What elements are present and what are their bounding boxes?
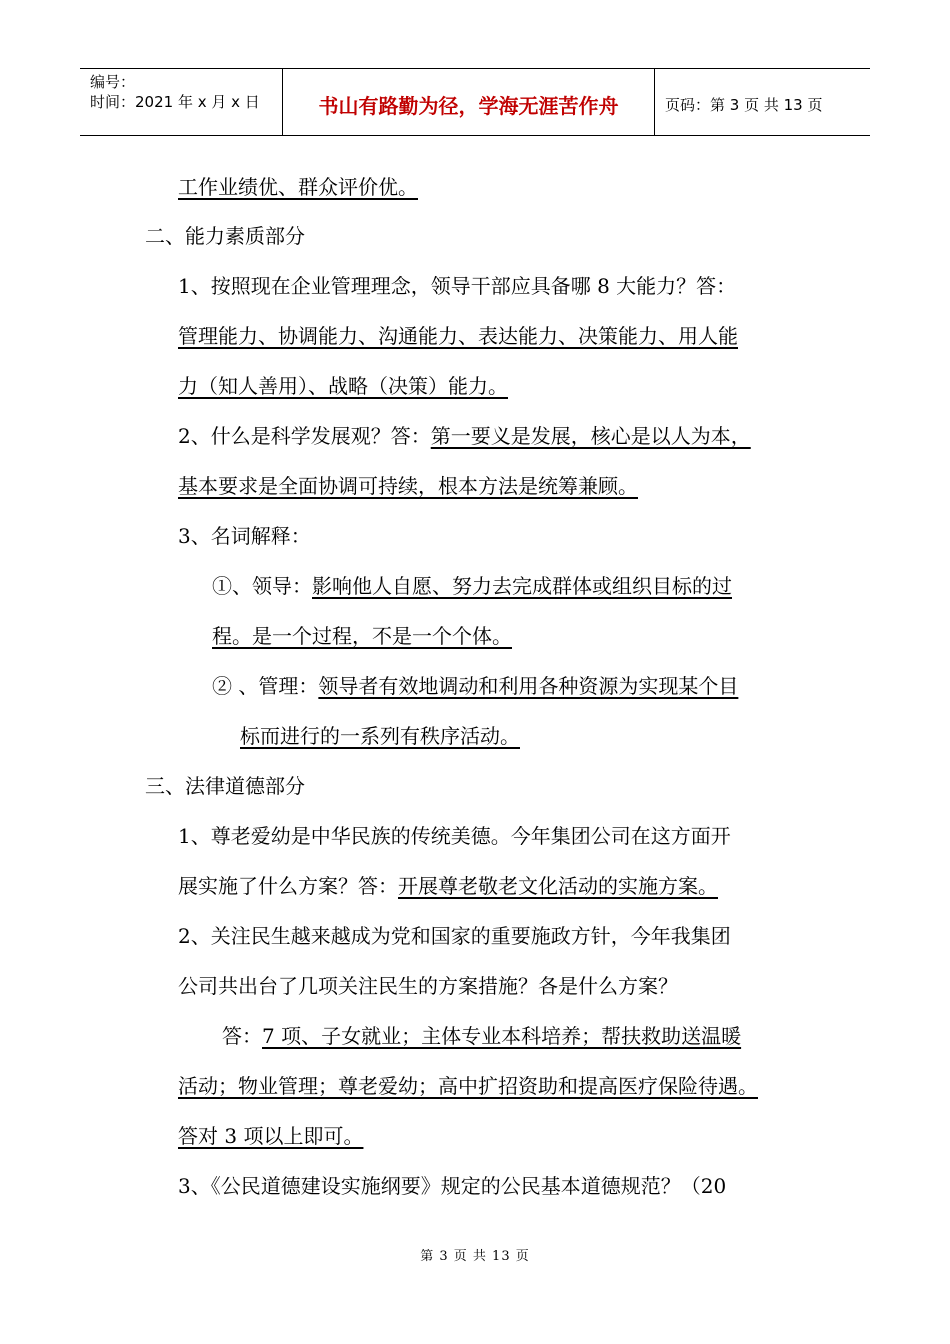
answer-line: 答对 3 项以上即可。 — [178, 1124, 364, 1148]
answer-text: 第一要义是发展，核心是以人为本， — [430, 424, 751, 448]
question-3: 3、名词解释： — [178, 524, 311, 548]
body-line: 工作业绩优、群众评价优。 — [178, 175, 418, 199]
paragraph-line — [178, 873, 718, 899]
answer-line: 活动；物业管理；尊老爱幼；高中扩招资助和提高医疗保险待遇。 — [178, 1074, 758, 1098]
definition-leadership — [212, 573, 732, 599]
paragraph-line: 公司共出台了几项关注民生的方案措施？各是什么方案？ — [178, 974, 678, 998]
paragraph-line: 3、《公民道德建设实施纲要》规定的公民基本道德规范？（20 — [178, 1174, 727, 1198]
definition-line: 标而进行的一系列有秩序活动。 — [240, 724, 520, 748]
question-text: 展实施了什么方案？答： — [178, 874, 398, 898]
question-2 — [178, 423, 751, 449]
answer-label: 答： — [222, 1024, 262, 1048]
paragraph-line: 1、尊老爱幼是中华民族的传统美德。今年集团公司在这方面开 — [178, 824, 731, 848]
section-heading-law: 三、法律道德部分 — [145, 774, 305, 798]
answer-line: 力（知人善用）、战略（决策）能力。 — [178, 374, 508, 398]
header-page-number: 页码：第 3 页 共 13 页 — [665, 95, 823, 114]
header-meta — [80, 69, 283, 135]
page-header — [80, 68, 870, 136]
answer-text: 开展尊老敬老文化活动的实施方案。 — [398, 874, 718, 898]
document-number-label: 编号： — [90, 73, 136, 91]
paragraph-line: 2、关注民生越来越成为党和国家的重要施政方针，今年我集团 — [178, 924, 731, 948]
header-motto: 书山有路勤为径，学海无涯苦作舟 — [283, 69, 655, 135]
page-footer: 第 3 页 共 13 页 — [420, 1249, 530, 1264]
definition-line: 程。是一个过程，不是一个个体。 — [212, 624, 512, 648]
answer-text: 7 项、子女就业；主体专业本科培养；帮扶救助送温暖 — [262, 1024, 742, 1048]
question-1: 1、按照现在企业管理理念，领导干部应具备哪 8 大能力？答： — [178, 274, 737, 298]
section-heading-ability: 二、能力素质部分 — [145, 224, 305, 248]
definition-text: 领导者有效地调动和利用各种资源为实现某个目 — [318, 674, 739, 698]
definition-management — [212, 673, 738, 699]
definition-text: 影响他人自愿、努力去完成群体或组织目标的过 — [312, 574, 732, 598]
term-label: ①、领导： — [212, 574, 312, 598]
document-time-label: 时间：2021 年 x 月 x 日 — [90, 93, 260, 111]
term-label: ② 、管理： — [212, 674, 319, 698]
answer-line: 管理能力、协调能力、沟通能力、表达能力、决策能力、用人能 — [178, 324, 738, 348]
answer-line: 基本要求是全面协调可持续，根本方法是统筹兼顾。 — [178, 474, 638, 498]
question-text: 2、什么是科学发展观？答： — [178, 424, 431, 448]
paragraph-line — [222, 1023, 741, 1049]
